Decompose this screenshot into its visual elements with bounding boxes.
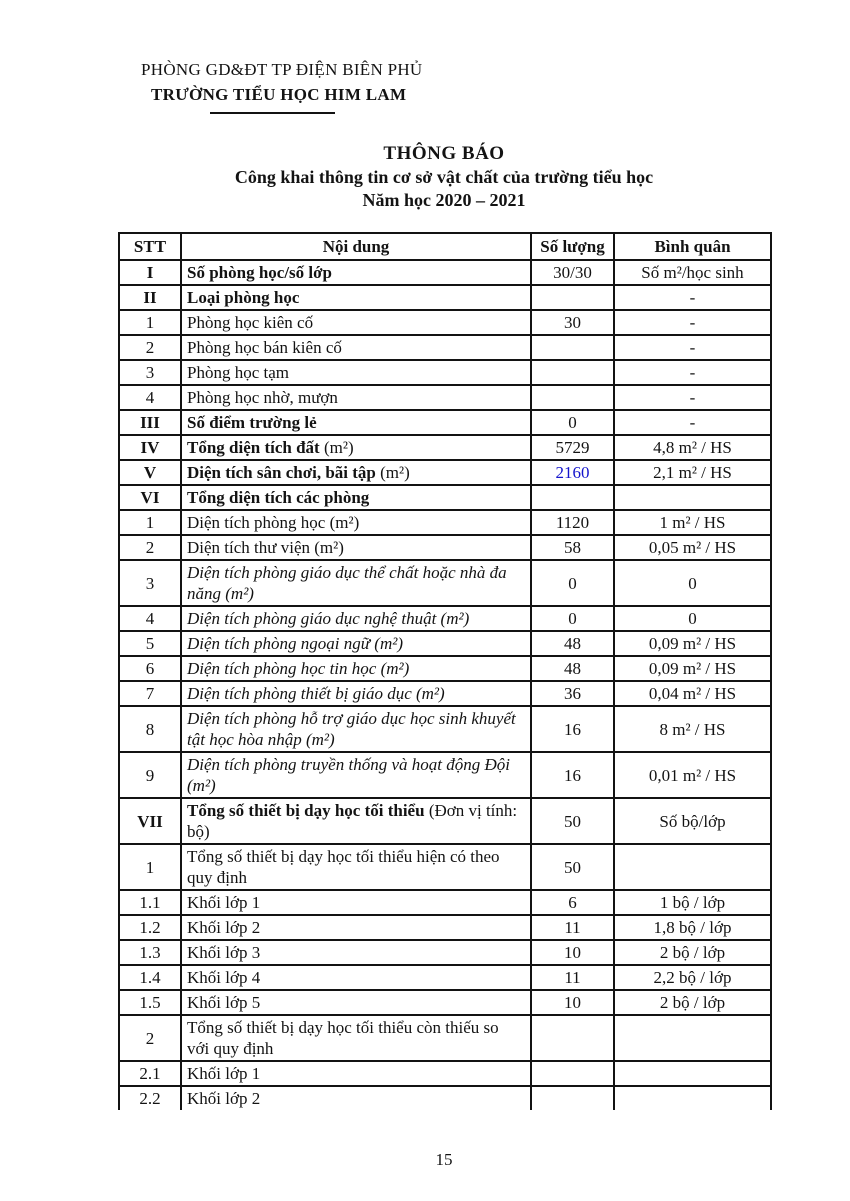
table-row (119, 560, 771, 606)
table-row (119, 965, 771, 990)
table-row (119, 510, 771, 535)
table-row (119, 631, 771, 656)
stt-cell: 4 (119, 606, 181, 631)
content-text: (m²) (380, 463, 410, 482)
quantity-cell: 48 (531, 631, 614, 656)
average-cell: 2,1 m² / HS (614, 460, 771, 485)
quantity-cell: 16 (531, 752, 614, 798)
content-text: Diện tích phòng thiết bị giáo dục (m²) (187, 684, 445, 703)
table-row (119, 460, 771, 485)
content-text: Khối lớp 2 (187, 918, 261, 937)
average-cell: - (614, 360, 771, 385)
content-text: Khối lớp 4 (187, 968, 261, 987)
content-text: Phòng học nhờ, mượn (187, 388, 338, 407)
stt-cell: II (119, 285, 181, 310)
stt-cell: 1.5 (119, 990, 181, 1015)
stt-cell: I (119, 260, 181, 285)
quantity-cell: 5729 (531, 435, 614, 460)
average-cell: 2,2 bộ / lớp (614, 965, 771, 990)
average-cell: Số m²/học sinh (614, 260, 771, 285)
quantity-cell (531, 1015, 614, 1061)
average-cell: 4,8 m² / HS (614, 435, 771, 460)
stt-cell: 2.1 (119, 1061, 181, 1086)
table-row (119, 1015, 771, 1061)
school-name: TRƯỜNG TIỂU HỌC HIM LAM (151, 85, 407, 104)
content-cell (181, 844, 531, 890)
quantity-cell: 16 (531, 706, 614, 752)
average-cell (614, 485, 771, 510)
stt-cell: 1 (119, 510, 181, 535)
stt-cell: 2 (119, 535, 181, 560)
table-row (119, 535, 771, 560)
stt-cell: 2 (119, 335, 181, 360)
stt-cell: 7 (119, 681, 181, 706)
average-cell: 2 bộ / lớp (614, 990, 771, 1015)
table-row (119, 435, 771, 460)
content-text: Tổng số thiết bị dạy học tối thiểu (187, 801, 429, 820)
stt-cell: 1 (119, 844, 181, 890)
column-header: Nội dung (181, 233, 531, 260)
average-cell: - (614, 310, 771, 335)
table-row (119, 485, 771, 510)
average-cell: 0 (614, 606, 771, 631)
content-text: Diện tích phòng giáo dục thể chất hoặc nhà đa năng (m²) (187, 563, 507, 603)
content-text: Diện tích phòng ngoại ngữ (m²) (187, 634, 403, 653)
table-row (119, 310, 771, 335)
content-text: Khối lớp 5 (187, 993, 261, 1012)
average-cell: 8 m² / HS (614, 706, 771, 752)
stt-cell: 2 (119, 1015, 181, 1061)
content-cell (181, 460, 531, 485)
table-row (119, 656, 771, 681)
stt-cell: 1.4 (119, 965, 181, 990)
column-header: Số lượng (531, 233, 614, 260)
content-cell (181, 1061, 531, 1086)
quantity-cell: 0 (531, 606, 614, 631)
facilities-table (118, 232, 772, 1110)
quantity-cell: 10 (531, 990, 614, 1015)
content-cell (181, 681, 531, 706)
average-cell: 1,8 bộ / lớp (614, 915, 771, 940)
content-cell (181, 990, 531, 1015)
table-row (119, 385, 771, 410)
average-cell: 0 (614, 560, 771, 606)
stt-cell: 3 (119, 560, 181, 606)
average-cell: 0,09 m² / HS (614, 631, 771, 656)
quantity-cell: 50 (531, 844, 614, 890)
table-row (119, 360, 771, 385)
table-row (119, 990, 771, 1015)
quantity-cell (531, 1086, 614, 1110)
content-cell (181, 360, 531, 385)
average-cell: 0,09 m² / HS (614, 656, 771, 681)
content-text: Tổng diện tích các phòng (187, 488, 370, 507)
table-row (119, 1086, 771, 1110)
table-row (119, 706, 771, 752)
content-cell (181, 560, 531, 606)
average-cell: - (614, 335, 771, 360)
quantity-cell (531, 385, 614, 410)
table-row (119, 798, 771, 844)
average-cell: - (614, 385, 771, 410)
quantity-cell: 6 (531, 890, 614, 915)
stt-cell: 4 (119, 385, 181, 410)
quantity-cell: 58 (531, 535, 614, 560)
content-text: Khối lớp 3 (187, 943, 261, 962)
stt-cell: IV (119, 435, 181, 460)
content-text: Diện tích phòng truyền thống và hoạt động Đội (m²) (187, 755, 510, 795)
content-cell (181, 535, 531, 560)
content-text: Diện tích phòng giáo dục nghệ thuật (m²) (187, 609, 470, 628)
content-cell (181, 410, 531, 435)
content-cell (181, 335, 531, 360)
table-row (119, 335, 771, 360)
stt-cell: 1 (119, 310, 181, 335)
content-text: Số điểm trường lẻ (187, 413, 317, 432)
content-cell (181, 965, 531, 990)
column-header: Bình quân (614, 233, 771, 260)
quantity-cell: 11 (531, 915, 614, 940)
stt-cell: 3 (119, 360, 181, 385)
content-text: Phòng học tạm (187, 363, 289, 382)
content-text: Khối lớp 1 (187, 893, 261, 912)
table-header-row (119, 233, 771, 260)
stt-cell: 8 (119, 706, 181, 752)
quantity-cell: 36 (531, 681, 614, 706)
stt-cell: VII (119, 798, 181, 844)
stt-cell: VI (119, 485, 181, 510)
average-cell: 0,01 m² / HS (614, 752, 771, 798)
content-text: Diện tích sân chơi, bãi tập (187, 463, 381, 482)
table-row (119, 410, 771, 435)
content-cell (181, 1086, 531, 1110)
content-cell (181, 706, 531, 752)
stt-cell: 1.2 (119, 915, 181, 940)
content-cell (181, 631, 531, 656)
quantity-cell (531, 360, 614, 385)
content-cell (181, 385, 531, 410)
content-cell (181, 485, 531, 510)
table-row (119, 606, 771, 631)
content-text: Khối lớp 1 (187, 1064, 261, 1083)
content-cell (181, 1015, 531, 1061)
document-subtitle: Công khai thông tin cơ sở vật chất của trường tiểu học (234, 167, 654, 187)
content-cell (181, 798, 531, 844)
stt-cell: 2.2 (119, 1086, 181, 1110)
table-row (119, 285, 771, 310)
content-cell (181, 435, 531, 460)
average-cell (614, 844, 771, 890)
quantity-cell: 0 (531, 410, 614, 435)
content-text: Diện tích phòng hỗ trợ giáo dục học sinh khuyết tật học hòa nhập (m²) (187, 709, 516, 749)
content-cell (181, 915, 531, 940)
average-cell (614, 1015, 771, 1061)
content-cell (181, 285, 531, 310)
average-cell (614, 1061, 771, 1086)
quantity-cell: 2160 (531, 460, 614, 485)
stt-cell: 6 (119, 656, 181, 681)
quantity-cell: 0 (531, 560, 614, 606)
content-text: Diện tích thư viện (m²) (187, 538, 344, 557)
content-cell (181, 510, 531, 535)
content-text: Diện tích phòng học tin học (m²) (187, 659, 410, 678)
average-cell: 1 m² / HS (614, 510, 771, 535)
department-name: PHÒNG GD&ĐT TP ĐIỆN BIÊN PHỦ (141, 60, 423, 79)
quantity-cell: 10 (531, 940, 614, 965)
stt-cell: III (119, 410, 181, 435)
quantity-cell: 1120 (531, 510, 614, 535)
stt-cell: V (119, 460, 181, 485)
page-number: 15 (435, 1150, 453, 1169)
average-cell: - (614, 285, 771, 310)
quantity-cell: 11 (531, 965, 614, 990)
title-block (118, 141, 770, 212)
table-body (119, 260, 771, 1110)
quantity-cell: 48 (531, 656, 614, 681)
table-row (119, 681, 771, 706)
content-text: Số phòng học/số lớp (187, 263, 332, 282)
table-row (119, 844, 771, 890)
content-cell (181, 606, 531, 631)
content-text: Phòng học kiên cố (187, 313, 314, 332)
average-cell: 0,04 m² / HS (614, 681, 771, 706)
table-row (119, 752, 771, 798)
table-row (119, 940, 771, 965)
content-cell (181, 890, 531, 915)
quantity-cell (531, 285, 614, 310)
table-row (119, 915, 771, 940)
content-cell (181, 656, 531, 681)
table-row (119, 1061, 771, 1086)
stt-cell: 1.3 (119, 940, 181, 965)
content-text: Phòng học bán kiên cố (187, 338, 342, 357)
quantity-cell: 30 (531, 310, 614, 335)
content-text: (Đơn vị tính: bộ) (187, 801, 518, 841)
document-title: THÔNG BÁO (383, 143, 505, 164)
content-cell (181, 260, 531, 285)
average-cell: - (614, 410, 771, 435)
stt-cell: 1.1 (119, 890, 181, 915)
average-cell: 2 bộ / lớp (614, 940, 771, 965)
content-text: Tổng số thiết bị dạy học tối thiểu hiện có theo quy định (187, 847, 500, 887)
content-cell (181, 752, 531, 798)
stt-cell: 9 (119, 752, 181, 798)
average-cell (614, 1086, 771, 1110)
content-text: Khối lớp 2 (187, 1089, 261, 1108)
school-year: Năm học 2020 – 2021 (362, 190, 526, 210)
content-cell (181, 940, 531, 965)
quantity-cell: 50 (531, 798, 614, 844)
quantity-cell (531, 1061, 614, 1086)
content-text: Tổng diện tích đất (187, 438, 324, 457)
column-header: STT (119, 233, 181, 260)
quantity-cell (531, 485, 614, 510)
average-cell: Số bộ/lớp (614, 798, 771, 844)
content-cell (181, 310, 531, 335)
quantity-cell (531, 335, 614, 360)
content-text: (m²) (323, 438, 354, 457)
stt-cell: 5 (119, 631, 181, 656)
average-cell: 1 bộ / lớp (614, 890, 771, 915)
table-row (119, 890, 771, 915)
table-row (119, 260, 771, 285)
quantity-cell: 30/30 (531, 260, 614, 285)
content-text: Tổng số thiết bị dạy học tối thiểu còn thiếu so với quy định (187, 1018, 499, 1058)
content-text: Diện tích phòng học (m²) (187, 513, 360, 532)
content-text: Loại phòng học (187, 288, 300, 307)
average-cell: 0,05 m² / HS (614, 535, 771, 560)
school-name-underline (210, 112, 335, 114)
